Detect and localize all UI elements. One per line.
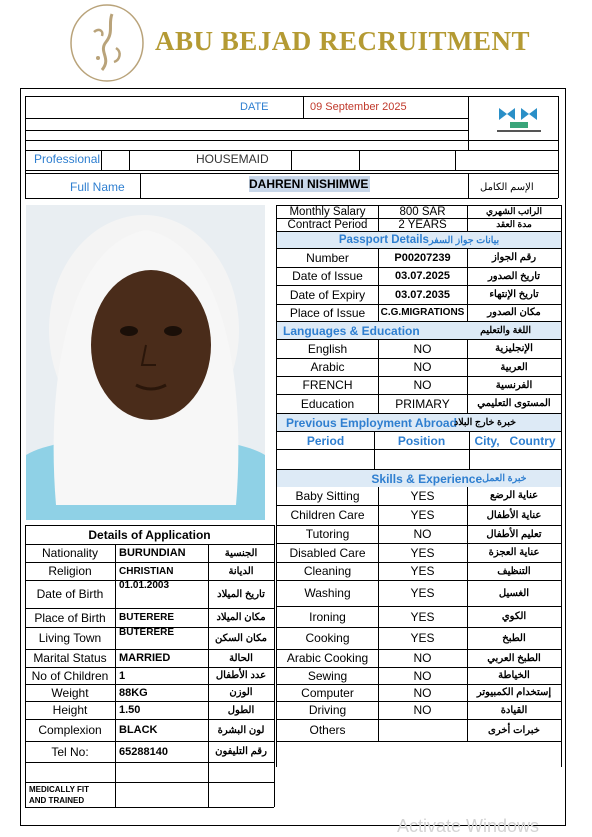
application-arabic: لون البشرة — [217, 724, 265, 736]
application-value: 88KG — [119, 686, 148, 699]
date-value: 09 September 2025 — [310, 101, 407, 113]
salary-arabic: مدة العقد — [496, 219, 532, 229]
skills-value: YES — [410, 545, 435, 560]
languages-arabic: الفرنسية — [495, 379, 533, 391]
skills-arabic: تعليم الأطفال — [486, 528, 542, 540]
application-arabic: تاريخ الميلاد — [217, 588, 265, 600]
row-divider — [276, 449, 561, 450]
application-value: BURUNDIAN — [119, 547, 186, 559]
passport-arabic: مكان الصدور — [487, 307, 541, 318]
skills-label: Baby Sitting — [295, 488, 360, 503]
passport-value: P00207239 — [394, 251, 451, 264]
application-label: Religion — [48, 564, 92, 578]
languages-label: Arabic — [310, 360, 345, 374]
skills-label: Cleaning — [303, 564, 352, 578]
salary-arabic: الراتب الشهري — [486, 206, 542, 216]
candidate-photo — [26, 205, 265, 520]
application-value: 1.50 — [119, 704, 141, 716]
employment-col-city: City, Country — [474, 433, 556, 448]
languages-value: PRIMARY — [395, 396, 450, 411]
skills-label: Disabled Care — [289, 545, 366, 560]
passport-value: 03.07.2035 — [394, 288, 451, 301]
application-arabic: عدد الأطفال — [215, 670, 267, 681]
application-arabic: الجنسية — [224, 547, 258, 559]
application-label: Complexion — [38, 723, 102, 737]
application-value: BUTERERE — [119, 627, 175, 638]
application-arabic: الحالة — [229, 652, 253, 664]
activate-windows-watermark: Activate Windows — [397, 816, 540, 836]
languages-title: Languages & Education — [283, 323, 420, 338]
fullname-value: DAHRENI NISHIMWE — [249, 177, 369, 191]
skills-value — [378, 719, 467, 741]
skills-arabic: الغسيل — [498, 587, 530, 599]
partner-agency-logo — [495, 104, 543, 136]
employment-title-arabic: خبرة خارج البلاد — [453, 417, 516, 428]
languages-arabic: المستوى التعليمي — [477, 398, 551, 409]
application-arabic: مكان السكن — [215, 632, 267, 644]
passport-label: Date of Expiry — [289, 287, 366, 302]
skills-label: Others — [309, 723, 346, 737]
passport-arabic: تاريخ الإنتهاء — [489, 289, 539, 300]
application-arabic: رقم التليفون — [215, 746, 267, 757]
salary-value: 2 YEARS — [398, 218, 447, 231]
salary-value: 800 SAR — [399, 205, 446, 218]
skills-title-arabic: خبرة العمل — [482, 473, 527, 484]
skills-label: Ironing — [309, 609, 346, 624]
application-label: Tel No: — [51, 744, 89, 759]
languages-value: NO — [413, 360, 432, 374]
salary-label: Monthly Salary — [289, 205, 366, 218]
profession-value: HOUSEMAID — [196, 152, 269, 166]
skills-arabic: الخياطة — [498, 670, 530, 681]
skills-value: YES — [410, 586, 435, 600]
employment-section-title — [277, 414, 561, 431]
application-value: MARRIED — [119, 652, 171, 664]
passport-arabic: رقم الجواز — [491, 252, 537, 263]
fullname-label: Full Name — [70, 180, 125, 194]
languages-title-arabic: اللغة والتعليم — [480, 325, 531, 336]
row-divider — [276, 741, 561, 742]
languages-arabic: الإنجليزية — [495, 343, 533, 354]
company-name: ABU BEJAD RECRUITMENT — [155, 26, 531, 56]
application-label: No of Children — [31, 668, 109, 683]
medical-note: MEDICALLY FIT AND TRAINED — [29, 785, 90, 805]
skills-label: Driving — [308, 703, 347, 717]
skills-label: Arabic Cooking — [286, 651, 369, 665]
skills-arabic: الكوي — [501, 611, 527, 622]
languages-label: English — [307, 341, 348, 356]
passport-label: Date of Issue — [292, 269, 363, 283]
application-label: Date of Birth — [36, 587, 104, 601]
employment-title: Previous Employment Abroad — [286, 415, 457, 430]
skills-arabic: عناية الرضع — [489, 490, 539, 501]
salary-label: Contract Period — [287, 218, 368, 231]
application-title: Details of Application — [88, 528, 211, 542]
skills-label: Cooking — [305, 631, 350, 645]
skills-arabic: عناية الأطفال — [486, 509, 542, 521]
passport-arabic: تاريخ الصدور — [487, 270, 541, 282]
skills-arabic: عناية العجزة — [488, 547, 540, 558]
skills-label: Tutoring — [305, 527, 350, 541]
passport-label: Place of Issue — [289, 305, 366, 320]
passport-value: C.G.MIGRATIONS — [380, 307, 465, 318]
skills-value: NO — [413, 685, 432, 700]
skills-value: NO — [413, 703, 432, 717]
application-value: BLACK — [119, 724, 158, 736]
application-arabic: مكان الميلاد — [216, 612, 266, 623]
company-logo — [68, 2, 146, 84]
employment-col-position: Position — [397, 433, 446, 448]
application-value: 01.01.2003 — [119, 580, 170, 591]
application-arabic: الوزن — [229, 687, 253, 698]
languages-section-title — [277, 322, 561, 339]
skills-arabic: القيادة — [500, 704, 528, 716]
application-label: Nationality — [41, 546, 99, 560]
fullname-arabic: الإسم الكامل — [480, 181, 534, 193]
skills-label: Children Care — [290, 508, 365, 522]
languages-value: NO — [413, 341, 432, 356]
application-value: 1 — [119, 669, 126, 682]
passport-label: Number — [306, 250, 349, 265]
languages-value: NO — [413, 378, 432, 392]
skills-arabic: التنظيف — [497, 565, 531, 577]
skills-arabic: إستخدام الكمبيوتر — [476, 687, 552, 698]
skills-value: YES — [410, 488, 435, 503]
application-arabic: الديانة — [228, 565, 254, 577]
languages-arabic: العربية — [500, 361, 528, 373]
application-label: Weight — [51, 685, 89, 700]
profession-label: Professional — [34, 152, 101, 166]
languages-label: FRENCH — [302, 378, 353, 392]
skills-arabic: خبرات أخرى — [488, 724, 540, 736]
skills-value: YES — [410, 609, 435, 624]
application-arabic: الطول — [227, 704, 255, 716]
application-value: BUTERERE — [119, 612, 175, 623]
application-value: 65288140 — [119, 745, 168, 758]
skills-title: Skills & Experience — [371, 471, 483, 486]
skills-arabic: الطبخ العربي — [487, 652, 541, 664]
application-value: CHRISTIAN — [119, 565, 174, 577]
passport-title: Passport Details — [338, 234, 429, 246]
languages-label: Education — [300, 396, 355, 411]
application-label: Living Town — [38, 631, 102, 645]
skills-arabic: الطبخ — [502, 632, 526, 644]
skills-value: NO — [413, 527, 432, 541]
skills-label: Sewing — [307, 668, 348, 683]
skills-label: Washing — [304, 586, 351, 600]
passport-title-arabic: بيانات جواز السفر — [428, 234, 500, 246]
application-label: Height — [52, 703, 88, 717]
skills-value: NO — [413, 668, 432, 683]
skills-value: YES — [410, 508, 435, 522]
skills-section-title — [277, 470, 561, 487]
date-label: DATE — [240, 101, 269, 113]
employment-col-period: Period — [306, 433, 345, 448]
skills-value: YES — [410, 564, 435, 578]
application-label: Place of Birth — [34, 610, 106, 625]
skills-label: Computer — [301, 685, 354, 700]
passport-value: 03.07.2025 — [394, 270, 451, 282]
skills-value: NO — [413, 651, 432, 665]
skills-value: YES — [410, 631, 435, 645]
passport-section-title — [277, 232, 561, 248]
application-label: Marital Status — [33, 651, 107, 665]
